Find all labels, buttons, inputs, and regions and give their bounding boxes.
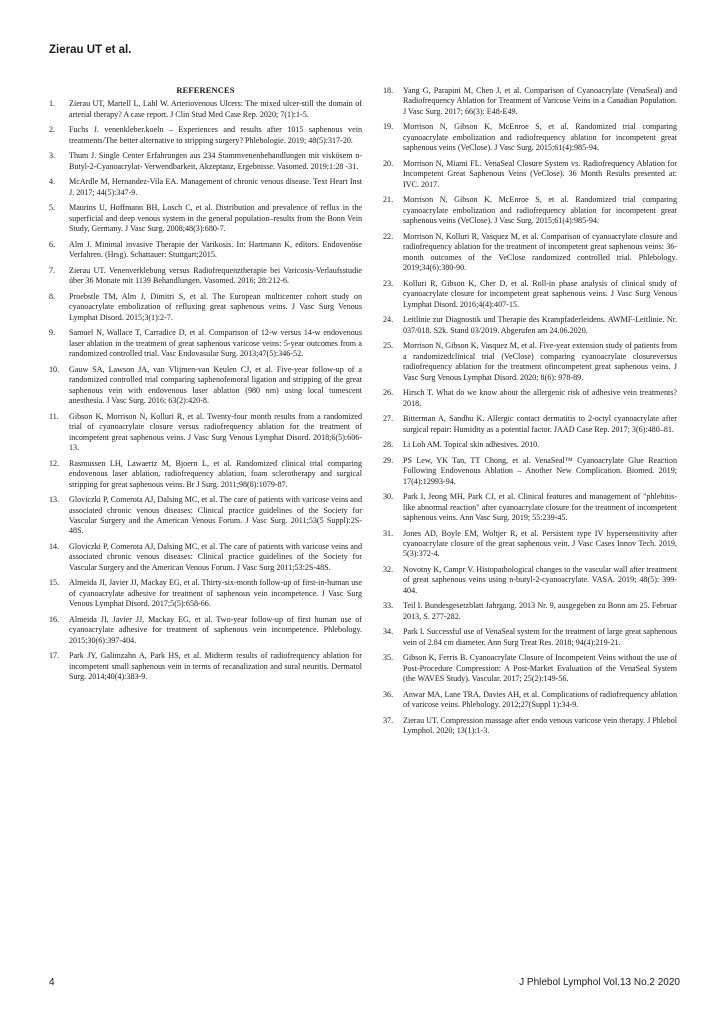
reference-text: Gibson K, Morrison N, Kolluri R, et al. Twenty-four month results from a randomized trial of cyanoacrylate closure versus radiofrequency ablation for the treatment of incompetent great saphenous veins. J Vasc Surg Venous Lymphat Disord. 2018;6(5):606-13. [69, 411, 362, 453]
reference-text: Almeida JI, Javier JJ, Mackay EG, et al. Thirty-six-month follow-up of first-in-human use of cyanoacrylate adhesive for treatment of saphenous vein incompetence. J Vasc Surg Venous Lymphat Disord. 2017;5(5):658-66. [69, 578, 362, 609]
reference-number: 11. [49, 411, 59, 421]
reference-text: Morrison N, Kolluri R, Vasquez M, et al. Comparison of cyanoacrylate closure and radiofrequency ablation for the treatment of incompetent great saphenous veins: 36-month outcomes of the VeClose randomized controlled trial. Phlebology. 2019;34(6):380-90. [403, 231, 677, 273]
reference-number: 21. [383, 195, 394, 205]
reference-number: 10. [49, 364, 60, 374]
reference-number: 6. [49, 239, 56, 249]
reference-number: 14. [49, 541, 60, 551]
reference-text: Leitlinie zur Diagnostik und Therapie des Krampfaderleidens. AWMF-Leitlinie. Nr. 037/018. S2k. Stand 03/2019. Abgerufen am 24.06.2020. [403, 315, 677, 335]
reference-number: 1. [49, 99, 56, 109]
reference-number: 32. [383, 564, 394, 574]
reference-text: Rasmussen LH, Lawaertz M, Bjoern L, et al. Randomized clinical trial comparing endovenous laser ablation, radiofrequency ablation, foam sclerotherapy and surgical stripping for great saphenous veins. Br J Surg. 2011;98(8):1079-87. [69, 458, 362, 489]
reference-number: 29. [383, 455, 394, 465]
reference-number: 25. [383, 341, 394, 351]
reference-item [383, 388, 677, 409]
reference-item [383, 601, 677, 622]
reference-number: 34. [383, 627, 394, 637]
reference-text: Morrison N, Gibson K, Vasquez M, et al. Five-year extension study of patients from a randomizedclinical trial (VeClose) comparing cyanoacrylate closureversus radiofrequency ablation for the treatment ofincompetent great saphenous veins. J Vasc Surg Venous Lymphat Disord. 2020; 8(6): 978-89. [403, 341, 677, 382]
reference-item [383, 414, 677, 435]
reference-item [383, 492, 677, 523]
reference-item [383, 565, 677, 596]
references-column-right [383, 86, 677, 742]
reference-text: Park JY, Galimzahn A, Park HS, et al. Midterm results of radiofrequency ablation for incompetent small saphenous vein in terms of recanalization and sural neuritis. Dermatol Surg. 2014;40(4):383-9. [69, 651, 362, 682]
reference-text: Proebstle TM, Alm J, Dimitri S, et al. The European multicenter cohort study on cyanoacrylate embolization of refluxing great saphenous veins. J Vasc Surg Venous Lymphat Disord. 2015;3(1):2-7. [69, 291, 362, 322]
reference-text: Alm J. Minimal invasive Therapie der Varikosis. In: Hartmann K, editors. Endovenöse Verfahren. (Hrsg). Schattauer: Stuttgart;2015. [69, 239, 362, 260]
reference-number: 33. [383, 601, 394, 611]
reference-list-right [383, 86, 677, 737]
reference-text: Zierau UT, Martell L, Lahl W. Arteriovenous Ulcers: The mixed ulcer-still the domain of arterial therapy? A case report. J Clin Stud Med Case Rep. 2020; 7(1):1-5. [69, 99, 362, 119]
reference-text: Park I. Successful use of VenaSeal system for the treatment of large great saphenous vein of 2.84 cm diameter. Ann Surg Treat Res. 2018; 94(4):219-21. [403, 627, 677, 647]
reference-item [49, 412, 362, 454]
journal-footer: J Phlebol Lymphol Vol.13 No.2 2020 [519, 977, 680, 988]
reference-text: McArdle M, Hernandez-Vila EA. Management of chronic venous disease. Text Heart Inst J. 2017; 44(5):347-9. [69, 177, 362, 197]
reference-text: Novotny K, Campr V. Histopathological changes to the vascular wall after treatment of great saphenous veins using n-butyl-2-cyanoacrylate. VASA. 2019; 48(5): 399-404. [403, 564, 677, 595]
reference-item [49, 578, 362, 609]
reference-number: 3. [49, 151, 56, 161]
reference-item [383, 315, 677, 336]
reference-text: PS Lew, YK Tan, TT Chong, et al. VenaSeal™ Cyanoacrylate Glue Reaction Following Endovenous Ablation – Another New Complication. Biomed. 2019; 17(4):12993-94. [403, 455, 677, 486]
reference-text: Yang G, Parapini M, Chen J, et al. Comparison of Cyanoacrylate (VenaSeal) and Radiofrequency Ablation for Treatment of Varicose Veins in a Canadian Population. J Vasc Surg. 2017; 66(3): E48-E49. [403, 86, 677, 116]
reference-text: Zierau UT. Venenverklebung versus Radiofrequenztherapie bei Varicosis-Verlaufsstudie über 36 Monate mit 1139 Behandlungen. Vasomed. 2016; 28:212-6. [69, 265, 362, 286]
reference-number: 13. [49, 495, 60, 505]
reference-number: 5. [49, 203, 56, 213]
reference-item [383, 529, 677, 560]
reference-number: 7. [49, 265, 56, 275]
reference-number: 26. [383, 388, 394, 398]
reference-text: Thum J. Single Center Erfahrungen aus 234 Stammvenenbehandlungen mit viskösem n-Butyl-2-Cyanoacrylat- Verwendbarkeit, Akzeptanz, Ergebnisse. Vasomed. 2019;1:28 -31. [69, 151, 362, 171]
reference-number: 27. [383, 414, 394, 424]
reference-text: Hirsch T. What do we know about the allergenic risk of adhesive vein treatments?2018. [403, 388, 677, 408]
reference-text: Morrison N, Gibson K, McEnroe S, et al. Randomized trial comparing cyanoacrylate embolization and radiofrequency ablation for incompetent great saphenous veins (VeClose). J Vasc Surg. 2015;61(4):985-94. [403, 122, 677, 153]
reference-text: Morrison N, Miami FL. VenaSeal Closure System vs. Radiofrequency Ablation for Incompetent Great Saphenous Veins (VeClose). 36 Month Results presented at: IVC. 2017. [403, 158, 677, 189]
reference-item [49, 203, 362, 234]
reference-text: Gibson K, Ferris B. Cyanoacrylate Closure of Incompetent Veins without the use of Post-Procedure Compression: A Post-Market Evaluation of the VenaSeal System (the WAVES Study). Vascular. 2017; 25(2):149-56. [403, 653, 677, 684]
reference-number: 28. [383, 440, 394, 450]
reference-item [49, 151, 362, 172]
reference-text: Gloviczki P, Comerota AJ, Dalsing MC, et al. The care of patients with varicose veins and associated chronic venous diseases: Clinical practice guidelines of the Society for Vascular Surgery and the American Venous Forum. J Vasc Surg 2011;53:2S-48S. [69, 541, 362, 572]
reference-text: Park I, Jeong MH, Park CJ, et al. Clinical features and management of "phlebitis-like abnormal reaction" after cyanoacrylate closure for the treatment of incompetent saphenous veins. Ann Vasc Surg. 2019; 55:239-45. [403, 492, 677, 522]
reference-list-left [49, 99, 362, 682]
reference-text: Almeida JI, Javier JJ, Mackay EG, et al. Two-year follow-up of first human use of cyanoacrylate adhesive for treatment of saphenous vein incompetence. Phlebology. 2015;30(6):397-404. [69, 614, 362, 645]
reference-number: 16. [49, 614, 60, 624]
reference-item [49, 495, 362, 537]
page-number: 4 [49, 977, 55, 988]
reference-item [49, 365, 362, 407]
reference-item [383, 279, 677, 310]
reference-number: 23. [383, 278, 394, 288]
running-header-author: Zierau UT et al. [49, 44, 132, 56]
reference-item [49, 266, 362, 287]
reference-text: Fuchs J. venenkleber.koeln – Experiences and results after 1015 saphenous vein treatments/The better alternative to stripping surgery? Phlebologie. 2019; 48(5):317-20. [69, 125, 362, 145]
reference-item [49, 542, 362, 573]
reference-number: 24. [383, 315, 394, 325]
reference-number: 30. [383, 492, 394, 502]
reference-number: 15. [49, 578, 60, 588]
reference-text: Gauw SA, Lawson JA, van Vlijmen-van Keulen CJ, et al. Five-year follow-up of a randomized controlled trial comparing saphenofemoral ligation and stripping of the great saphenous vein with endovenous laser ablation (980 nm) using local tumescent anesthesia. J Vasc Surg. 2016; 63(2):420-8. [69, 364, 362, 406]
reference-item [383, 86, 677, 117]
reference-number: 4. [49, 177, 56, 187]
reference-number: 2. [49, 125, 56, 135]
reference-item [383, 627, 677, 648]
reference-item [49, 459, 362, 490]
reference-item [383, 440, 677, 450]
reference-number: 19. [383, 122, 394, 132]
reference-text: Teil I. Bundesgesetzblatt Jahrgang. 2013 Nr. 9, ausgegeben zu Bonn am 25. Februar 2013, S. 277-282. [403, 601, 677, 621]
reference-number: 9. [49, 328, 56, 338]
reference-item [49, 125, 362, 146]
reference-item [383, 341, 677, 383]
reference-number: 31. [383, 528, 394, 538]
reference-number: 18. [383, 86, 394, 95]
reference-text: Anwar MA, Lane TRA, Davies AH, et al. Complications of radiofrequency ablation of varicose veins. Phlebology. 2012;27(Suppl 1):34-9. [403, 689, 677, 710]
reference-item [49, 651, 362, 682]
reference-item [49, 615, 362, 646]
reference-item [383, 653, 677, 684]
reference-item [383, 456, 677, 487]
reference-number: 36. [383, 689, 394, 699]
reference-text: Zierau UT. Compression massage after endo venous varicose vein therapy. J Phlebol Lymphol. 2020; 13(1):1-3. [403, 715, 677, 736]
reference-item [383, 716, 677, 737]
reference-item [49, 240, 362, 261]
reference-item [383, 690, 677, 711]
reference-item [383, 159, 677, 190]
reference-item [49, 177, 362, 198]
reference-text: Kolluri R, Gibson K, Cher D, et al. Roll-in phase analysis of clinical study of cyanoacrylate closure for incompetent great saphenous veins. J Vasc Surg Venous Lymphat Disord. 2016;4(4):407-15. [403, 278, 677, 309]
reference-text: Morrison N, Gibson K, McEnroe S, et al. Randomized trial comparing cyanoacrylate embolization and radiofrequency ablation for incompetent great saphenous veins (VeClose). J Vasc Surg. 2015;61(4):985-94. [403, 195, 677, 226]
reference-item [49, 328, 362, 359]
reference-text: Samuel N, Wallace T, Carradice D, et al. Comparison of 12-w versus 14-w endovenous laser ablation in the treatment of great saphenous varicose veins: 5-year outcomes from a randomized controlled trial. Vasc Endovasular Surg. 2013;47(5):346-52. [69, 328, 362, 359]
reference-item [383, 122, 677, 153]
reference-number: 37. [383, 715, 394, 725]
reference-item [49, 292, 362, 323]
reference-item [383, 195, 677, 226]
references-column-left [49, 86, 362, 688]
reference-number: 22. [383, 231, 394, 241]
reference-number: 35. [383, 653, 394, 663]
reference-text: Maurins U, Hoffmann BH, Losch C, et al. Distribution and prevalence of reflux in the superficial and deep venous system in the general population–results from the Bonn Vein Study, Germany. J Vasc Surg. 2008;48(3):680-7. [69, 203, 362, 234]
reference-text: Bitterman A, Sandhu K. Allergic contact dermatitis to 2-octyl cyanoacrylate after surgical repair: Humidity as a potential factor. JAAD Case Rep. 2017; 3(6):480–81. [403, 414, 677, 434]
reference-number: 20. [383, 158, 394, 168]
reference-text: Jones AD, Boyle EM, Woltjer R, et al. Persistent type IV hypersensitivity after cyanoacrylate closure of the great saphenous vein. J Vasc Cases Innov Tech. 2019, 5(3):372-4. [403, 528, 677, 559]
reference-text: Gloviczki P, Comerota AJ, Dalsing MC, et al. The care of patients with varicose veins and associated chronic venous diseases: Clinical practice guidelines of the Society for Vascular Surgery and the American Venous Forum. J Vasc Surg. 2011;53(5 Suppl):2S-48S. [69, 495, 362, 536]
reference-number: 17. [49, 651, 60, 661]
reference-item [49, 99, 362, 120]
references-heading: REFERENCES [176, 86, 235, 95]
reference-number: 12. [49, 458, 60, 468]
reference-item [383, 232, 677, 274]
reference-text: Li Loh AM. Topical skin adhesives. 2010. [403, 440, 540, 450]
reference-number: 8. [49, 291, 56, 301]
